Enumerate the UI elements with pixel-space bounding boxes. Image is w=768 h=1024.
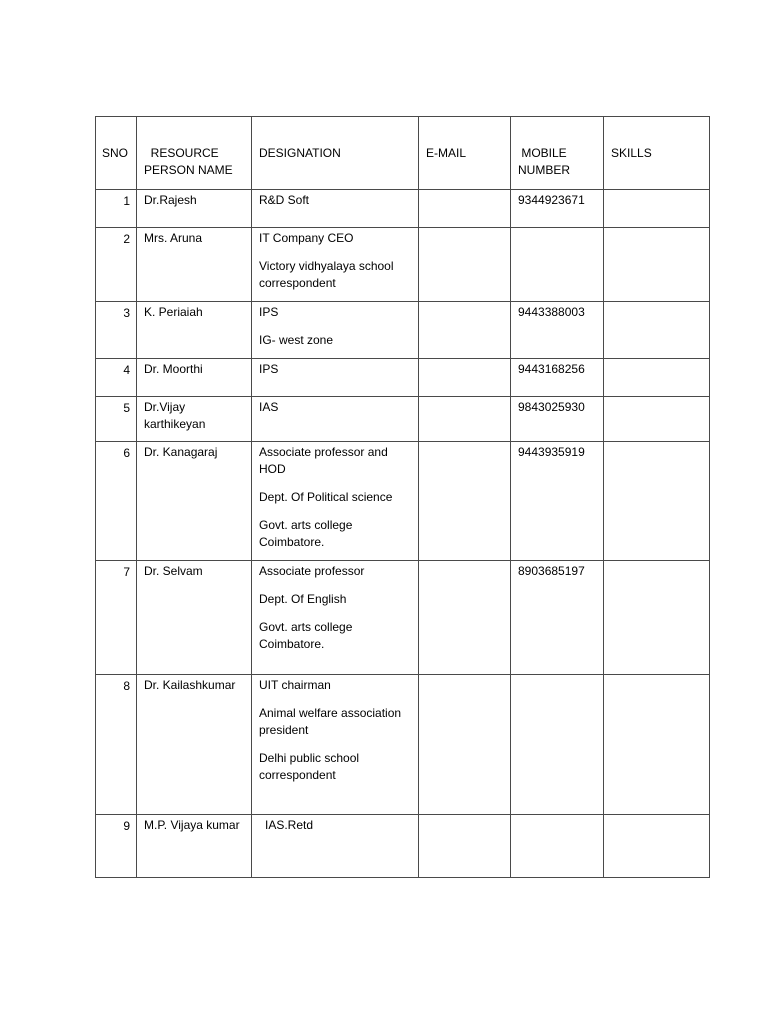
designation-line: IAS [259, 400, 279, 414]
cell-name: Dr. Selvam [137, 561, 252, 675]
cell-email [419, 190, 511, 228]
designation-line: Associate professor [259, 564, 365, 578]
cell-mobile: 9443935919 [511, 442, 604, 561]
designation-line: Delhi public school correspondent [259, 751, 360, 782]
designation-line: IAS.Retd [265, 818, 314, 832]
cell-sno [96, 190, 137, 228]
cell-mobile: 9344923671 [511, 190, 604, 228]
cell-name: Dr.Rajesh [137, 190, 252, 228]
cell-mobile: 9443388003 [511, 302, 604, 359]
sno-value: 3 [123, 306, 130, 320]
cell-skills [604, 302, 710, 359]
designation-line: UIT chairman [259, 678, 331, 692]
designation-line: Associate professor and HOD [259, 445, 388, 476]
table-row [96, 359, 710, 397]
header-skills: SKILLS [604, 117, 710, 190]
cell-mobile: 9443168256 [511, 359, 604, 397]
cell-sno [96, 815, 137, 878]
cell-name: Dr. Kailashkumar [137, 675, 252, 815]
cell-skills [604, 815, 710, 878]
designation-line: Govt. arts college Coimbatore. [259, 518, 353, 549]
cell-designation [252, 228, 419, 302]
resource-person-table [95, 116, 710, 878]
designation-line: Animal welfare association president [259, 706, 402, 737]
header-mobile-number [511, 117, 604, 190]
sno-value: 5 [123, 401, 130, 415]
header-designation: DESIGNATION [252, 117, 419, 190]
table-row [96, 442, 710, 561]
header-sno: SNO [96, 117, 137, 190]
cell-designation [252, 675, 419, 815]
designation-line: Govt. arts college Coimbatore. [259, 620, 353, 651]
cell-name: Mrs. Aruna [137, 228, 252, 302]
header-email: E-MAIL [419, 117, 511, 190]
cell-designation [252, 442, 419, 561]
cell-skills [604, 228, 710, 302]
cell-designation [252, 397, 419, 442]
table-row [96, 815, 710, 878]
table-row [96, 190, 710, 228]
header-name-line-2: PERSON NAME [144, 163, 233, 177]
header-mobile-line-1: MOBILE [518, 146, 567, 160]
cell-name: M.P. Vijaya kumar [137, 815, 252, 878]
cell-skills [604, 359, 710, 397]
cell-mobile [511, 815, 604, 878]
cell-skills [604, 190, 710, 228]
designation-line: Dept. Of Political science [259, 490, 393, 504]
cell-designation [252, 815, 419, 878]
cell-email [419, 397, 511, 442]
sno-value: 4 [123, 363, 130, 377]
header-mobile-line-2: NUMBER [518, 163, 571, 177]
table-row [96, 675, 710, 815]
cell-email [419, 359, 511, 397]
sno-value: 8 [123, 679, 130, 693]
cell-email [419, 442, 511, 561]
cell-sno [96, 228, 137, 302]
cell-sno [96, 442, 137, 561]
header-name-line-1: RESOURCE [144, 146, 219, 160]
header-resource-person-name [137, 117, 252, 190]
table-header-row [96, 117, 710, 190]
cell-designation [252, 190, 419, 228]
cell-email [419, 561, 511, 675]
designation-line: IPS [259, 305, 279, 319]
sno-value: 2 [123, 232, 130, 246]
cell-sno [96, 359, 137, 397]
cell-skills [604, 442, 710, 561]
designation-line: IT Company CEO [259, 231, 354, 245]
cell-sno [96, 561, 137, 675]
cell-mobile: 8903685197 [511, 561, 604, 675]
cell-name: Dr. Kanagaraj [137, 442, 252, 561]
cell-mobile: 9843025930 [511, 397, 604, 442]
sno-value: 1 [123, 194, 130, 208]
cell-designation [252, 359, 419, 397]
designation-line: Dept. Of English [259, 592, 347, 606]
cell-designation [252, 302, 419, 359]
table-row [96, 302, 710, 359]
cell-designation [252, 561, 419, 675]
cell-mobile [511, 675, 604, 815]
designation-line: R&D Soft [259, 193, 310, 207]
sno-value: 6 [123, 446, 130, 460]
table-row [96, 561, 710, 675]
cell-email [419, 228, 511, 302]
cell-email [419, 302, 511, 359]
cell-name: Dr. Moorthi [137, 359, 252, 397]
cell-sno [96, 675, 137, 815]
cell-skills [604, 397, 710, 442]
designation-line: Victory vidhyalaya school correspondent [259, 259, 394, 290]
cell-sno [96, 397, 137, 442]
cell-name: Dr.Vijay karthikeyan [137, 397, 252, 442]
cell-skills [604, 675, 710, 815]
designation-line: IG- west zone [259, 333, 334, 347]
sno-value: 9 [123, 819, 130, 833]
table-row [96, 228, 710, 302]
cell-mobile [511, 228, 604, 302]
cell-email [419, 675, 511, 815]
cell-skills [604, 561, 710, 675]
designation-line: IPS [259, 362, 279, 376]
cell-email [419, 815, 511, 878]
cell-name: K. Periaiah [137, 302, 252, 359]
sno-value: 7 [123, 565, 130, 579]
cell-sno [96, 302, 137, 359]
table-row [96, 397, 710, 442]
